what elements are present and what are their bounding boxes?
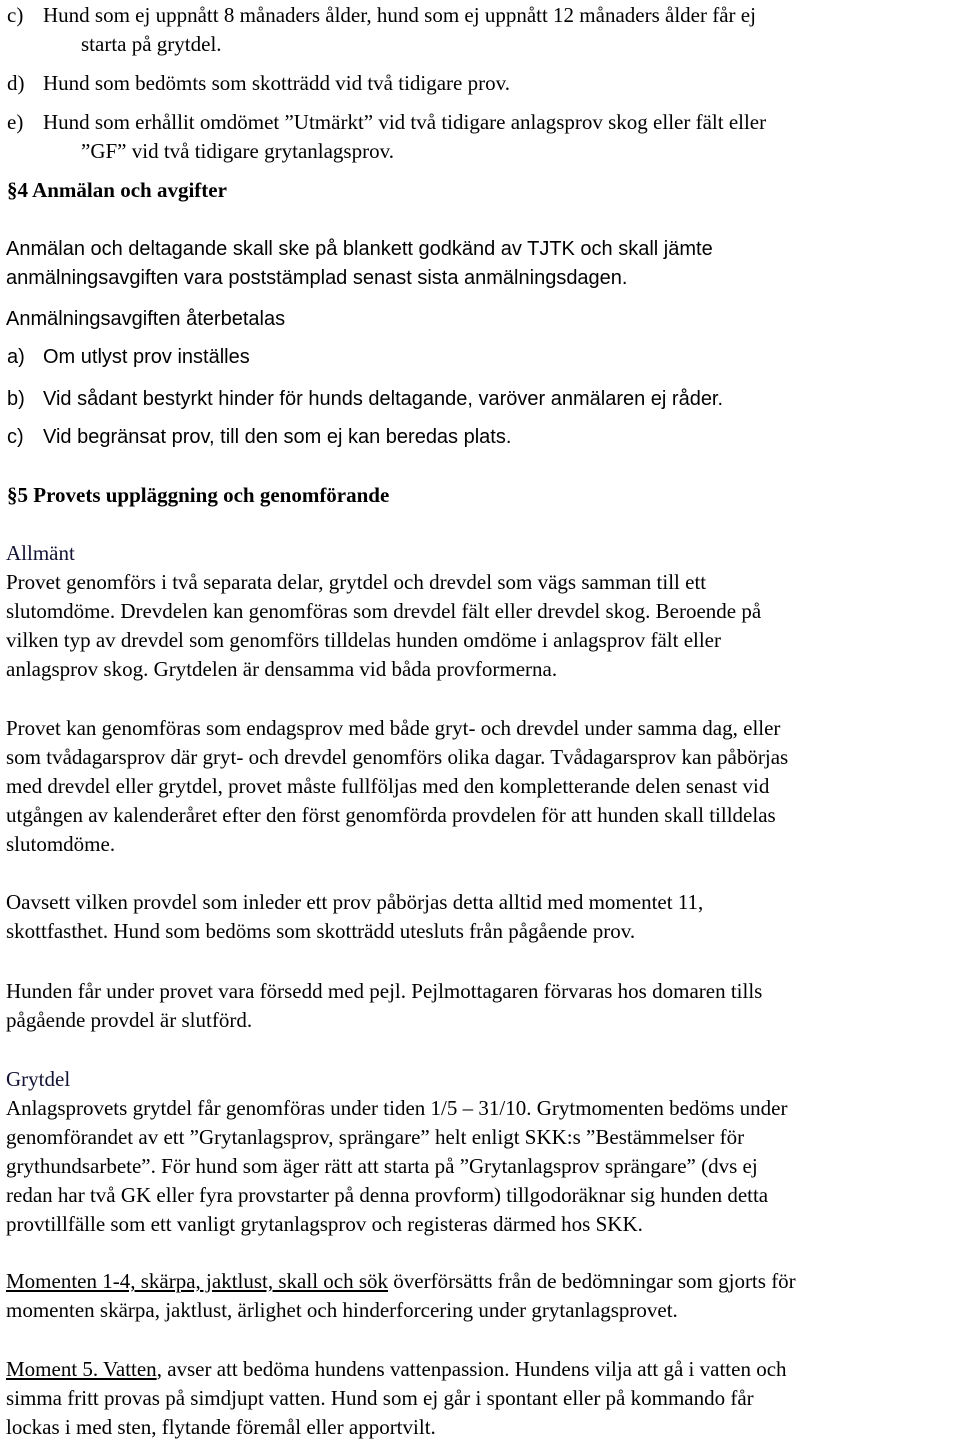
paragraph-line: skottfasthet. Hund som bedöms som skotträdd utesluts från pågående prov. bbox=[6, 919, 636, 943]
paragraph-skottfasthet bbox=[6, 888, 954, 946]
list-marker: b) bbox=[7, 388, 25, 410]
section-4-paragraph bbox=[6, 235, 954, 293]
paragraph-line: Oavsett vilken provdel som inleder ett prov påbörjas detta alltid med momentet 11, bbox=[6, 890, 704, 914]
paragraph-allmant bbox=[6, 568, 954, 684]
paragraph-line: som tvådagarsprov där gryt- och drevdel genomförs olika dagar. Tvådagarsprov kan påbörjas bbox=[6, 745, 789, 769]
paragraph-line: lockas i med sten, flytande föremål eller apportvilt. bbox=[6, 1415, 436, 1439]
paragraph-line: anmälningsavgiften vara poststämplad senast sista anmälningsdagen. bbox=[6, 267, 628, 289]
list-marker: d) bbox=[7, 71, 25, 95]
allmant-label: Allmänt bbox=[6, 541, 75, 565]
paragraph-moment-5 bbox=[6, 1355, 954, 1442]
paragraph-line: grythundsarbete”. För hund som äger rätt att starta på ”Grytanlagsprov sprängare” (dvs ej bbox=[6, 1154, 758, 1178]
paragraph-line: redan har två GK eller fyra provstarter på denna provform) tillgodoräknar sig hunden detta bbox=[6, 1183, 769, 1207]
paragraph-line: vilken typ av drevdel som genomförs tilldelas hunden omdöme i anlagsprov fält eller bbox=[6, 628, 721, 652]
list-item-e-cont: ”GF” vid två tidigare grytanlagsprov. bbox=[81, 139, 394, 163]
paragraph-line: slutomdöme. bbox=[6, 832, 116, 856]
list-item-e bbox=[6, 108, 766, 137]
section-5-heading: §5 Provets uppläggning och genomförande bbox=[7, 483, 390, 507]
paragraph-text: , avser att bedöma hundens vattenpassion. Hundens vilja att gå i vatten och bbox=[156, 1357, 787, 1381]
refund-item-c bbox=[6, 423, 511, 452]
paragraph-line: momenten skärpa, jaktlust, ärlighet och hinderforcering under grytanlagsprovet. bbox=[6, 1298, 678, 1322]
paragraph-line: anlagsprov skog. Grytdelen är densamma vid båda provformerna. bbox=[6, 657, 558, 681]
paragraph-line: pågående provdel är slutförd. bbox=[6, 1008, 253, 1032]
underlined-term: Moment 5. Vatten bbox=[6, 1357, 157, 1381]
list-item-c-cont: starta på grytdel. bbox=[81, 32, 222, 56]
paragraph-line: med drevdel eller grytdel, provet måste fullföljas med den kompletterande delen senast vid bbox=[6, 774, 770, 798]
paragraph-momenten-1-4 bbox=[6, 1267, 954, 1325]
paragraph-pejl bbox=[6, 977, 954, 1035]
paragraph-line bbox=[6, 1355, 954, 1384]
refund-item-a bbox=[6, 343, 250, 372]
paragraph-line: Provet kan genomföras som endagsprov med både gryt- och drevdel under samma dag, eller bbox=[6, 716, 781, 740]
refund-intro: Anmälningsavgiften återbetalas bbox=[6, 308, 286, 330]
list-marker: c) bbox=[7, 426, 24, 448]
list-marker: c) bbox=[7, 3, 24, 27]
list-text: Hund som erhållit omdömet ”Utmärkt” vid två tidigare anlagsprov skog eller fält eller bbox=[43, 110, 767, 134]
paragraph-line: Hunden får under provet vara försedd med pejl. Pejlmottagaren förvaras hos domaren tills bbox=[6, 979, 763, 1003]
paragraph-grytdel bbox=[6, 1094, 954, 1239]
paragraph-line: Anmälan och deltagande skall ske på blankett godkänd av TJTK och skall jämte bbox=[6, 238, 713, 260]
list-text: Om utlyst prov inställes bbox=[43, 346, 250, 368]
paragraph-line: utgången av kalenderåret efter den först genomförda provdelen för att hunden skall tilldelas bbox=[6, 803, 776, 827]
list-item-c bbox=[6, 1, 756, 30]
list-marker: e) bbox=[7, 110, 24, 134]
underlined-term: Momenten 1-4, skärpa, jaktlust, skall och sök bbox=[6, 1269, 389, 1293]
paragraph-line bbox=[6, 1267, 954, 1296]
paragraph-line: Provet genomförs i två separata delar, grytdel och drevdel som vägs samman till ett bbox=[6, 570, 707, 594]
paragraph-line: slutomdöme. Drevdelen kan genomföras som drevdel fält eller drevdel skog. Beroende på bbox=[6, 599, 762, 623]
section-4-heading: §4 Anmälan och avgifter bbox=[7, 178, 227, 202]
list-item-d bbox=[6, 69, 510, 98]
paragraph-line: genomförandet av ett ”Grytanlagsprov, sprängare” helt enligt SKK:s ”Bestämmelser för bbox=[6, 1125, 745, 1149]
paragraph-text: överförsätts från de bedömningar som gjorts för bbox=[388, 1269, 796, 1293]
list-marker: a) bbox=[7, 346, 25, 368]
list-text: Hund som ej uppnått 8 månaders ålder, hund som ej uppnått 12 månaders ålder får ej bbox=[43, 3, 756, 27]
list-text: Hund som bedömts som skotträdd vid två tidigare prov. bbox=[43, 71, 511, 95]
list-text: Vid begränsat prov, till den som ej kan beredas plats. bbox=[43, 426, 512, 448]
paragraph-line: provtillfälle som ett vanligt grytanlagsprov och registeras därmed hos SKK. bbox=[6, 1212, 643, 1236]
paragraph-line: simma fritt provas på simdjupt vatten. Hund som ej går i spontant eller på kommando får bbox=[6, 1386, 754, 1410]
paragraph-endagsprov bbox=[6, 714, 954, 859]
grytdel-label: Grytdel bbox=[6, 1067, 71, 1091]
refund-item-b bbox=[6, 385, 723, 414]
list-text: Vid sådant bestyrkt hinder för hunds deltagande, varöver anmälaren ej råder. bbox=[43, 388, 724, 410]
paragraph-line: Anlagsprovets grytdel får genomföras under tiden 1/5 – 31/10. Grytmomenten bedöms under bbox=[6, 1096, 788, 1120]
